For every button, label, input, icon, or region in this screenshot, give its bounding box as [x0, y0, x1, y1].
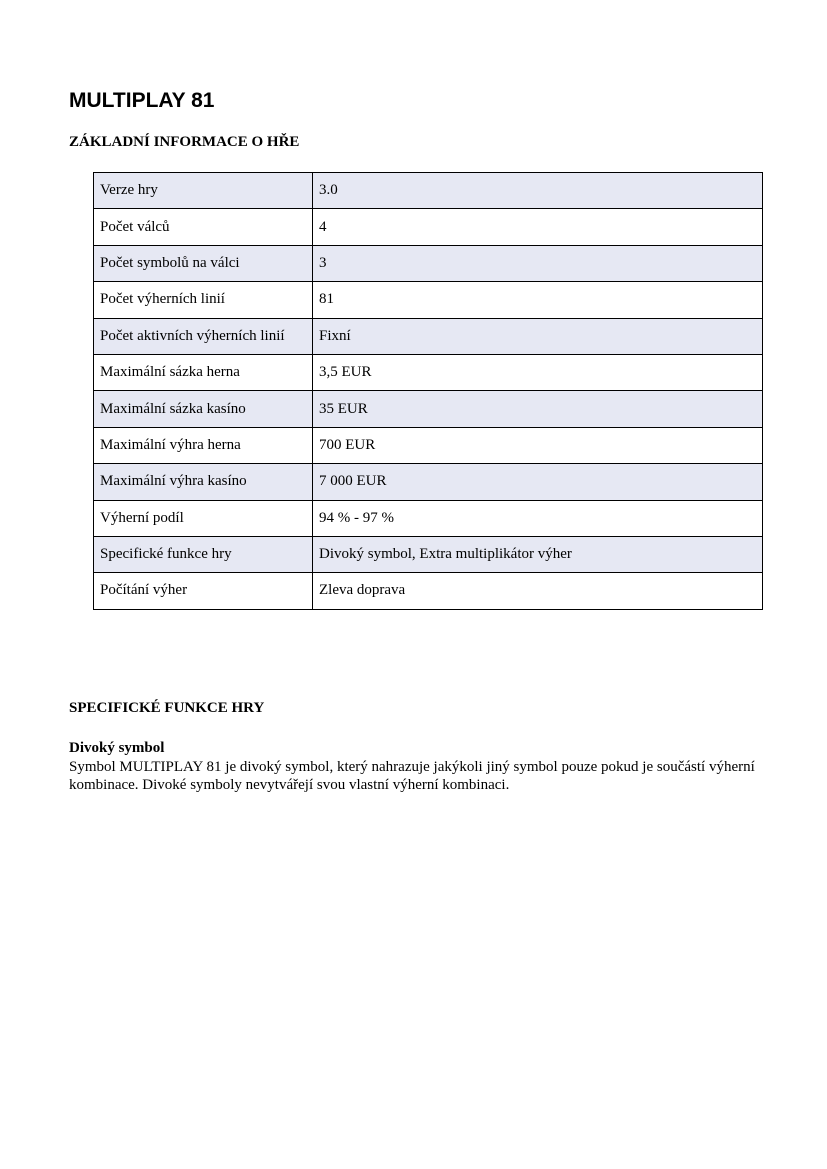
cell-label: Specifické funkce hry [94, 536, 313, 572]
table-row [94, 245, 763, 281]
features-heading: SPECIFICKÉ FUNKCE HRY [69, 700, 265, 716]
table-row [94, 427, 763, 463]
page-title: MULTIPLAY 81 [69, 89, 215, 112]
cell-value: 3.0 [313, 173, 763, 209]
cell-label: Počítání výher [94, 573, 313, 609]
cell-value: 7 000 EUR [313, 464, 763, 500]
cell-label: Počet aktivních výherních linií [94, 318, 313, 354]
table-row [94, 536, 763, 572]
cell-value: Fixní [313, 318, 763, 354]
cell-label: Počet výherních linií [94, 282, 313, 318]
cell-value: 4 [313, 209, 763, 245]
table-row [94, 573, 763, 609]
table-row [94, 173, 763, 209]
cell-value: 94 % - 97 % [313, 500, 763, 536]
table-row [94, 282, 763, 318]
table-row [94, 500, 763, 536]
game-info-table [93, 172, 763, 610]
cell-label: Počet válců [94, 209, 313, 245]
basic-info-heading: ZÁKLADNÍ INFORMACE O HŘE [69, 134, 300, 150]
cell-value: 81 [313, 282, 763, 318]
table-row [94, 391, 763, 427]
cell-value: 3 [313, 245, 763, 281]
table-row [94, 464, 763, 500]
cell-label: Výherní podíl [94, 500, 313, 536]
cell-label: Maximální sázka kasíno [94, 391, 313, 427]
table-row [94, 318, 763, 354]
cell-value: 3,5 EUR [313, 354, 763, 390]
cell-value: Zleva doprava [313, 573, 763, 609]
wild-symbol-heading: Divoký symbol [69, 740, 165, 756]
cell-value: 35 EUR [313, 391, 763, 427]
table-row [94, 209, 763, 245]
table-row [94, 354, 763, 390]
cell-label: Verze hry [94, 173, 313, 209]
cell-label: Maximální výhra herna [94, 427, 313, 463]
cell-label: Maximální sázka herna [94, 354, 313, 390]
cell-value: 700 EUR [313, 427, 763, 463]
cell-label: Počet symbolů na válci [94, 245, 313, 281]
wild-symbol-text: Symbol MULTIPLAY 81 je divoký symbol, který nahrazuje jakýkoli jiný symbol pouze pokud je součástí výherní kombinace. Divoké symboly nevytvářejí svou vlastní výherní kombinaci. [69, 759, 755, 793]
cell-label: Maximální výhra kasíno [94, 464, 313, 500]
cell-value: Divoký symbol, Extra multiplikátor výher [313, 536, 763, 572]
